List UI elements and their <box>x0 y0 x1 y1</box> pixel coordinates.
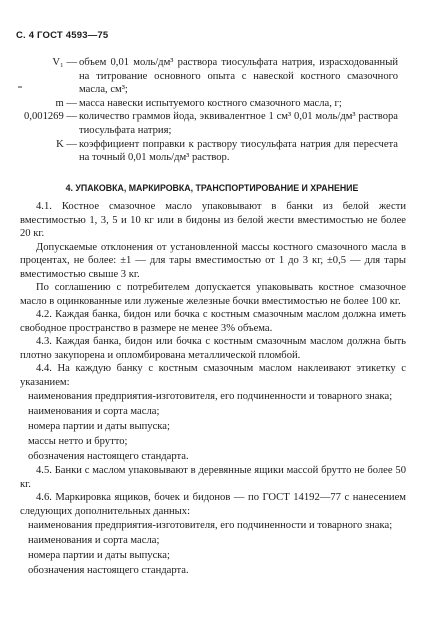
paragraph-4-3: 4.3. Каждая банка, бидон или бочка с костным смазочным маслом должна быть плотно закупорена и опломбирована металлической пломбой. <box>20 336 406 361</box>
definition-text: масса навески испытуемого костного смазочного масла, г; <box>79 97 342 109</box>
paragraph-barrels: По соглашению с потребителем допускается упаковывать костное смазочное масло в оцинкованные или луженые железные бочки вместимостью не более 100 кг. <box>20 282 406 307</box>
definition-symbol: K — <box>56 138 77 150</box>
paragraph-4-2: 4.2. Каждая банка, бидон или бочка с костным смазочным маслом должна иметь свободное пространство в размере не менее 3% объема. <box>20 309 406 334</box>
paragraph-4-5: 4.5. Банки с маслом упаковывают в деревянные ящики массой брутто не более 50 кг. <box>20 465 406 490</box>
list-item: наименования и сорта масла; <box>28 535 160 546</box>
formula-definitions <box>0 56 424 165</box>
definition-symbol: V₁ — <box>52 57 77 68</box>
list-item: номера партии и даты выпуска; <box>28 421 170 432</box>
definition-iodine <box>0 110 424 137</box>
section-title: 4. УПАКОВКА, МАРКИРОВКА, ТРАНСПОРТИРОВАНИЕ И ХРАНЕНИЕ <box>65 183 359 193</box>
list-item: обозначения настоящего стандарта. <box>28 451 189 462</box>
list-item: массы нетто и брутто; <box>28 436 128 447</box>
paragraph-tolerance: Допускаемые отклонения от установленной массы костного смазочного масла в процентах, не более: ±1 — для тары вместимостью от 1 до 3 кг, ±0,5 — для тары вместимостью свыше 3 кг. <box>20 241 406 280</box>
paragraph-4-6: 4.6. Маркировка ящиков, бочек и бидонов — по ГОСТ 14192—77 с нанесением следующих дополнительных данных: <box>20 492 406 517</box>
definition-text: коэффициент поправки к раствору тиосульфата натрия для пересчета на точный 0,01 моль/дм³ раствор. <box>79 138 398 164</box>
paragraph-4-1: 4.1. Костное смазочное масло упаковывают в банки из белой жести вместимостью 1, 3, 5 и 10 кг или в бидоны из белой жести вместимостью не более 20 кг. <box>20 201 406 239</box>
definition-m <box>0 97 424 111</box>
list-item: наименования предприятия-изготовителя, его подчиненности и товарного знака; <box>28 520 393 531</box>
section-body <box>20 200 406 578</box>
definition-symbol: m — <box>55 97 77 109</box>
definition-v1 <box>0 56 424 97</box>
paragraph-4-4: 4.4. На каждую банку с костным смазочным маслом наклеивают этикетку с указанием: <box>20 363 406 388</box>
definition-k <box>0 138 424 165</box>
list-item: наименования и сорта масла; <box>28 406 160 417</box>
list-item: номера партии и даты выпуска; <box>28 550 170 561</box>
definition-text: объем 0,01 моль/дм³ раствора тиосульфата натрия, израсходованный на титрование основного опыта с навеской костного смазочного масла, см³; <box>79 57 398 96</box>
definition-symbol: 0,001269 — <box>24 111 77 123</box>
page-header: С. 4 ГОСТ 4593—75 <box>16 30 109 41</box>
definition-text: количество граммов йода, эквивалентное 1 см³ 0,01 моль/дм³ раствора тиосульфата натрия; <box>79 111 398 136</box>
list-item: обозначения настоящего стандарта. <box>28 565 189 576</box>
list-item: наименования предприятия-изготовителя, его подчиненности и товарного знака; <box>28 391 393 402</box>
